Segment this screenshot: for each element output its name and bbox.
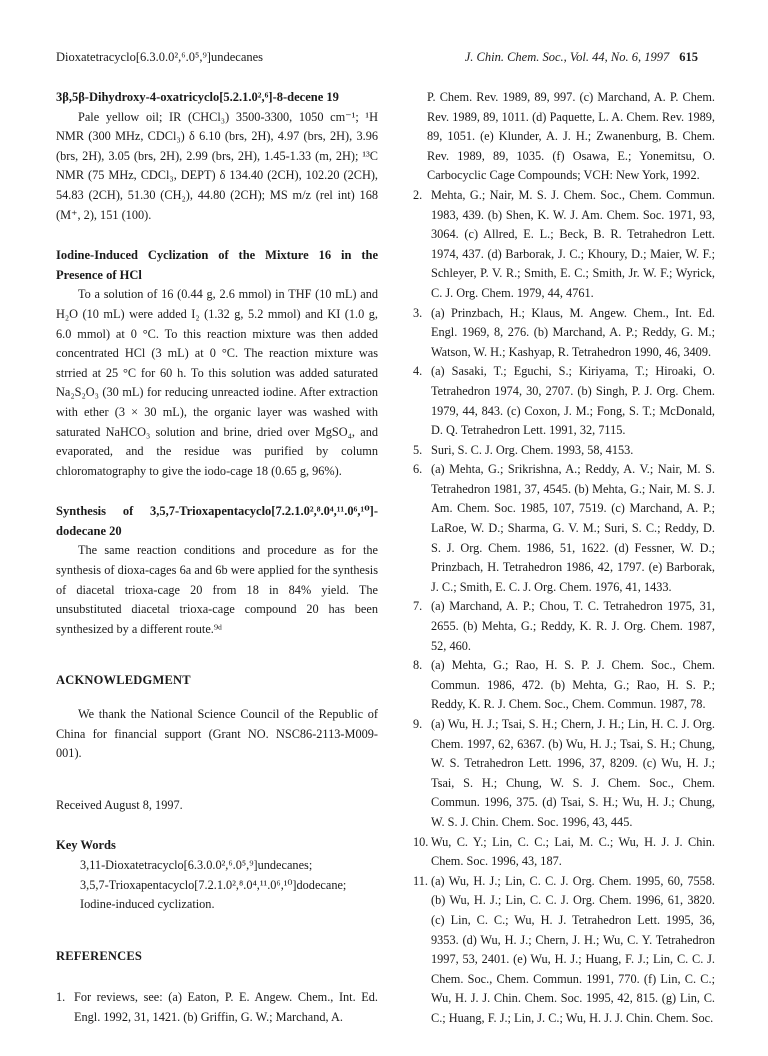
reference-number: 7.: [413, 599, 423, 614]
reference-item: [413, 715, 715, 833]
reference-item: [413, 186, 715, 304]
reference-item: [56, 988, 378, 1027]
reference-number: 11.: [413, 873, 428, 888]
right-column: [413, 88, 715, 1029]
page-number: 615: [679, 50, 698, 64]
reference-item: [413, 304, 715, 363]
reference-text: (a) Prinzbach, H.; Klaus, M. Angew. Chem., Int. Ed. Engl. 1969, 8, 276. (b) Marchand, A. P.; Reddy, G. M.; Watson, W. H.; Kashyap, R. Tetrahedron 1990, 46, 3409.: [431, 305, 715, 359]
reference-text: (a) Marchand, A. P.; Chou, T. C. Tetrahedron 1975, 31, 2655. (b) Mehta, G.; Reddy, K. R. J. Org. Chem. 1987, 52, 460.: [431, 599, 715, 653]
reference-text: (a) Wu, H. J.; Tsai, S. H.; Chern, J. H.; Lin, H. C. J. Org. Chem. 1997, 62, 6367. (b) Wu, H. J.; Tsai, S. H.; Chung, W. S. Tetrahedron Lett. 1996, 37, 8209. (c) Wu, H. J.; Tsai, S. H.; Chung, W. S. J. Chem. Soc., Chem. Commun. 1996, 375. (d) Tsai, S. H.; Wu, H. J.; Chung, W. S. J. Chin. Chem. Soc. 1996, 43, 445.: [431, 717, 715, 829]
journal-citation: J. Chin. Chem. Soc., Vol. 44, No. 6, 1997: [464, 50, 670, 64]
references-heading: REFERENCES: [56, 948, 143, 963]
reference-text: For reviews, see: (a) Eaton, P. E. Angew. Chem., Int. Ed. Engl. 1992, 31, 1421. (b) Griffin, G. W.; Marchand, A.: [74, 990, 378, 1024]
reference-text: P. Chem. Rev. 1989, 89, 997. (c) Marchand, A. P. Chem. Rev. 1989, 89, 1011. (d) Paquette, L. A. Chem. Rev. 1989, 89, 1051. (e) Klunder, A. J. H.; Zwanenburg, B. Chem. Rev. 1989, 89, 1035. (f) Osawa, E.; Yonemitsu, O. Carbocyclic Cage Compounds; VCH: New York, 1992.: [427, 90, 715, 183]
reference-text: (a) Sasaki, T.; Eguchi, S.; Kiriyama, T.; Hiroaki, O. Tetrahedron 1974, 30, 2707. (b) Singh, P. J. Org. Chem. 1979, 44, 843. (c) Coxon, J. M.; Fong, S. T.; McDonald, D. Q. Tetrahedron Lett. 1991, 32, 7115.: [431, 364, 715, 438]
reference-item: [413, 362, 715, 440]
reference-text: (a) Wu, H. J.; Lin, C. C. J. Org. Chem. 1995, 60, 7558. (b) Wu, H. J.; Lin, C. C. J. Org. Chem. 1996, 61, 3820. (c) Lin, C. C.; Wu, H. J. Tetrahedron Lett. 1995, 36, 9353. (d) Wu, H. J.; Chern, J. H.; Wu, C. Y. Tetrahedron 1997, 53, 2401. (e) Wu, H. J.; Huang, F. J.; Lin, C. C. J. Chem. Soc., Chem. Commun. 1991, 770. (f) Lin, C. C.; Wu, H. J. J. Chin. Chem. Soc. 1995, 42, 815. (g) Lin, C. C.; Huang, F. J.; Lin, J. C.; Wu, H. J. J. Chin. Chem. Soc.: [431, 873, 715, 1025]
reference-number: 4.: [413, 364, 423, 379]
left-column: [56, 88, 378, 1028]
reference-number: 1.: [56, 990, 66, 1005]
iodine-cyclization-title: Iodine-Induced Cyclization of the Mixture 16 in the Presence of HCl: [56, 248, 378, 282]
reference-number: 2.: [413, 187, 423, 202]
reference-item: [413, 441, 715, 461]
reference-text: Wu, C. Y.; Lin, C. C.; Lai, M. C.; Wu, H. J. J. Chin. Chem. Soc. 1996, 43, 187.: [431, 834, 715, 869]
reference-text: Suri, S. C. J. Org. Chem. 1993, 58, 4153.: [431, 442, 634, 457]
reference-text: (a) Mehta, G.; Rao, H. S. P. J. Chem. Soc., Chem. Commun. 1986, 472. (b) Mehta, G.; Rao, H. S. P.; Reddy, K. R. J. Chem. Soc., Chem. Commun. 1987, 78.: [431, 658, 715, 712]
reference-number: 3.: [413, 305, 423, 320]
reference-item: [413, 872, 715, 1029]
reference-item: [413, 833, 715, 872]
reference-text: (a) Mehta, G.; Srikrishna, A.; Reddy, A. V.; Nair, M. S. Tetrahedron 1981, 37, 4545. (b) Mehta, G.; Nair, M. S. J. Am. Chem. Soc. 1985, 107, 7519. (c) Marchand, A. P.; LaRoe, W. D.; Sharma, G. V. M.; Suri, S. C.; Reddy, D. S. J. Org. Chem. 1986, 51, 1622. (d) Fessner, W. D.; Prinzbach, H. Tetrahedron 1986, 42, 1797. (e) Barborak, J. C.; Smith, E. C. J. Org. Chem. 1976, 41, 1433.: [431, 462, 715, 594]
synthesis-20-title: Synthesis of 3,5,7-Trioxapentacyclo[7.2.1.0²,⁸.0⁴,¹¹.0⁶,¹⁰]-dodecane 20: [56, 504, 378, 538]
compound-19-title: 3β,5β-Dihydroxy-4-oxatricyclo[5.2.1.0²,⁶]-8-decene 19: [56, 90, 339, 104]
reference-number: 6.: [413, 462, 423, 477]
received-date: Received August 8, 1997.: [56, 797, 183, 812]
reference-number: 10.: [413, 834, 429, 849]
key-word-item: 3,5,7-Trioxapentacyclo[7.2.1.0²,⁸.0⁴,¹¹.0⁶,¹⁰]dodecane; Iodine-induced cyclization.: [80, 877, 347, 912]
running-head-journal: [465, 50, 698, 65]
reference-item: [413, 597, 715, 656]
key-words-heading: Key Words: [56, 838, 116, 853]
acknowledgment-text: We thank the National Science Council of the Republic of China for financial support (Grant NO. NSC86-2113-M009-001).: [56, 707, 378, 761]
reference-continuation: [413, 88, 715, 186]
reference-number: 5.: [413, 442, 423, 457]
reference-number: 8.: [413, 658, 423, 673]
reference-item: [413, 656, 715, 715]
key-word-item: 3,11-Dioxatetracyclo[6.3.0.0²,⁶.0⁵,⁹]undecanes;: [80, 858, 313, 872]
acknowledgment-heading: ACKNOWLEDGMENT: [56, 673, 191, 688]
reference-text: Mehta, G.; Nair, M. S. J. Chem. Soc., Chem. Commun. 1983, 439. (b) Shen, K. W. J. Am. Chem. Soc. 1971, 93, 3064. (c) Allred, E. L.; Beck, B. R. Tetrahedron Lett. 1974, 437. (d) Barborak, J. C.; Khoury, D.; Maier, W. F.; Schleyer, P. V. R.; Smith, E. C.; Smith, Jr. W. F.; Wyrick, C. J. Org. Chem. 1979, 44, 4761.: [431, 187, 715, 300]
compound-19-data: Pale yellow oil; IR (CHCl₃) 3500-3300, 1050 cm⁻¹; ¹H NMR (300 MHz, CDCl₃) δ 6.10 (brs, 2H), 4.97 (brs, 2H), 3.96 (brs, 2H), 3.05 (brs, 2H), 2.99 (brs, 2H), 1.45-1.33 (m, 2H); ¹³C NMR (75 MHz, CDCl₃, DEPT) δ 134.40 (2CH), 102.20 (2CH), 54.83 (2CH), 51.30 (CH₂), 44.80 (2CH); MS m/z (rel int) 168 (M⁺, 2), 151 (100).: [56, 109, 378, 222]
reference-number: 9.: [413, 717, 423, 731]
iodine-cyclization-procedure: To a solution of 16 (0.44 g, 2.6 mmol) in THF (10 mL) and H₂O (10 mL) were added I₂ (1.32 g, 5.2 mmol) and KI (1.0 g, 6.0 mmol) at 0 °C. To this reaction mixture was then added concentrated HCl (3 mL) at 0 °C. The reaction mixture was strried at 25 °C for 60 h. To this solution was added saturated Na₂S₂O₃ (30 mL) for reducing unreacted iodine. After extraction with ether (3 × 30 mL), the organic layer was washed with saturated NaHCO₃ solution and brine, dried over MgSO₄, and evaporated, and the residue was purified by column chloromatography to give the iodo-cage 18 (0.65 g, 96%).: [56, 287, 378, 478]
reference-item: [413, 460, 715, 597]
running-head-title: Dioxatetracyclo[6.3.0.0²,⁶.0⁵,⁹]undecanes: [56, 50, 264, 64]
synthesis-20-procedure: The same reaction conditions and procedure as for the synthesis of dioxa-cages 6a and 6b were applied for the synthesis of diacetal trioxa-cage 20 from 18 in 84% yield. The unsubstituted diacetal trioxa-cage compound 20 has been synthesized by a different route.⁹ᵈ: [56, 543, 378, 636]
